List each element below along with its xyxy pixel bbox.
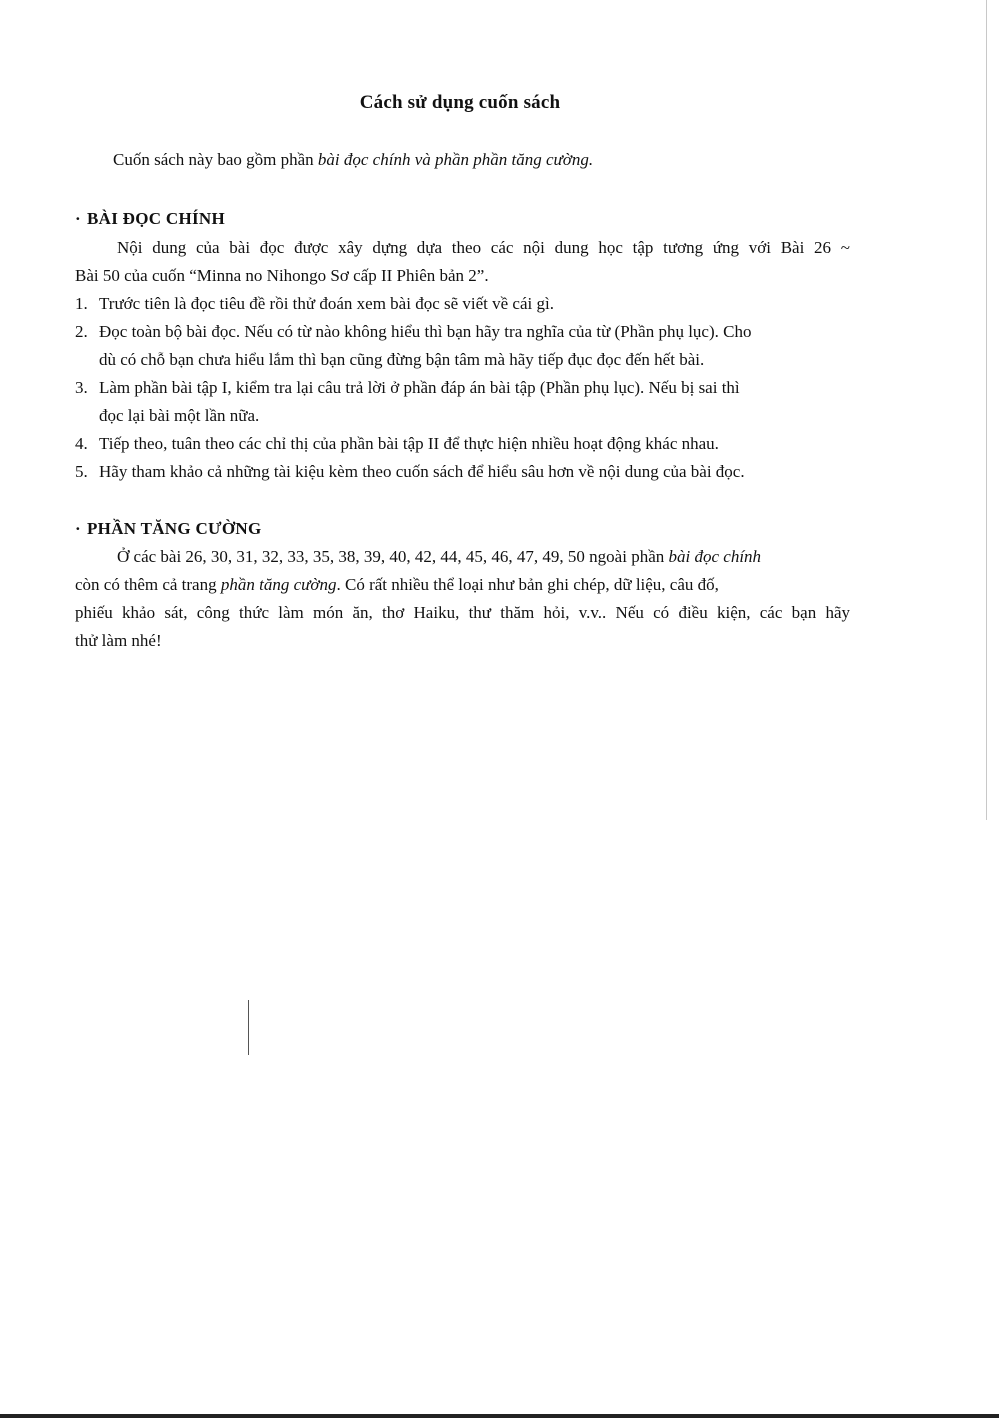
list-item (75, 378, 740, 398)
section2-paragraph-line-2 (75, 575, 719, 595)
intro-paragraph (113, 150, 593, 170)
list-text: Hãy tham khảo cả những tài kiệu kèm theo cuốn sách để hiểu sâu hơn về nội dung của bài đọc. (99, 462, 745, 481)
section1-paragraph-line-2: Bài 50 của cuốn “Minna no Nihongo Sơ cấp II Phiên bản 2”. (75, 266, 489, 285)
list-text: Đọc toàn bộ bài đọc. Nếu có từ nào không hiểu thì bạn hãy tra nghĩa của từ (Phần phụ lục). Cho (99, 322, 752, 341)
scan-edge-line (986, 0, 987, 820)
list-text: Tiếp theo, tuân theo các chỉ thị của phần bài tập II để thực hiện nhiều hoạt động khác nhau. (99, 434, 719, 453)
section-heading-phan-tang-cuong (75, 519, 261, 539)
section2-paragraph-line-3: phiếu khảo sát, công thức làm món ăn, thơ Haiku, thư thăm hỏi, v.v.. Nếu có điều kiện, các bạn hãy (75, 603, 850, 622)
list-number: 1. (75, 294, 88, 313)
list-item (75, 462, 745, 482)
list-item (75, 322, 850, 342)
section2-text: Ở các bài 26, 30, 31, 32, 33, 35, 38, 39, 40, 42, 44, 45, 46, 47, 49, 50 ngoài phần (117, 547, 669, 566)
section2-text: . Có rất nhiều thể loại như bản ghi chép, dữ liệu, câu đố, (336, 575, 719, 594)
page-title: Cách sử dụng cuốn sách (359, 92, 561, 113)
section2-text: còn có thêm cả trang (75, 575, 221, 594)
list-number: 4. (75, 434, 88, 453)
scan-bottom-edge (0, 1414, 999, 1418)
section2-paragraph-line-4: thử làm nhé! (75, 631, 162, 650)
section-heading-text: PHẦN TĂNG CƯỜNG (86, 519, 262, 538)
list-item-continuation: đọc lại bài một lần nữa. (99, 406, 260, 425)
list-number: 2. (75, 322, 88, 341)
intro-italic-text: bài đọc chính và phần phần tăng cường. (317, 150, 594, 169)
list-text: Trước tiên là đọc tiêu đề rồi thử đoán xem bài đọc sẽ viết về cái gì. (99, 294, 554, 313)
section2-paragraph-line-1 (117, 547, 761, 567)
bullet-dot: · (75, 519, 81, 538)
list-item-continuation: dù có chỗ bạn chưa hiểu lắm thì bạn cũng đừng bận tâm mà hãy tiếp đục đọc đến hết bài. (99, 350, 705, 369)
bullet-dot: · (75, 209, 81, 228)
intro-text: Cuốn sách này bao gồm phần (113, 150, 318, 169)
section-heading-bai-doc-chinh (75, 209, 225, 229)
list-text: Làm phần bài tập I, kiểm tra lại câu trả lời ở phần đáp án bài tập (Phần phụ lục). Nếu bị sai thì (99, 378, 740, 397)
section2-italic-text: phần tăng cường (220, 575, 337, 594)
section-heading-text: BÀI ĐỌC CHÍNH (86, 209, 226, 228)
list-number: 5. (75, 462, 88, 481)
section2-italic-text: bài đọc chính (668, 547, 762, 566)
list-item (75, 434, 719, 454)
scan-mark-line (248, 1000, 249, 1055)
list-number: 3. (75, 378, 88, 397)
section1-paragraph-line-1: Nội dung của bài đọc được xây dựng dựa theo các nội dung học tập tương ứng với Bài 26 ~ (117, 238, 850, 257)
list-item (75, 294, 554, 314)
